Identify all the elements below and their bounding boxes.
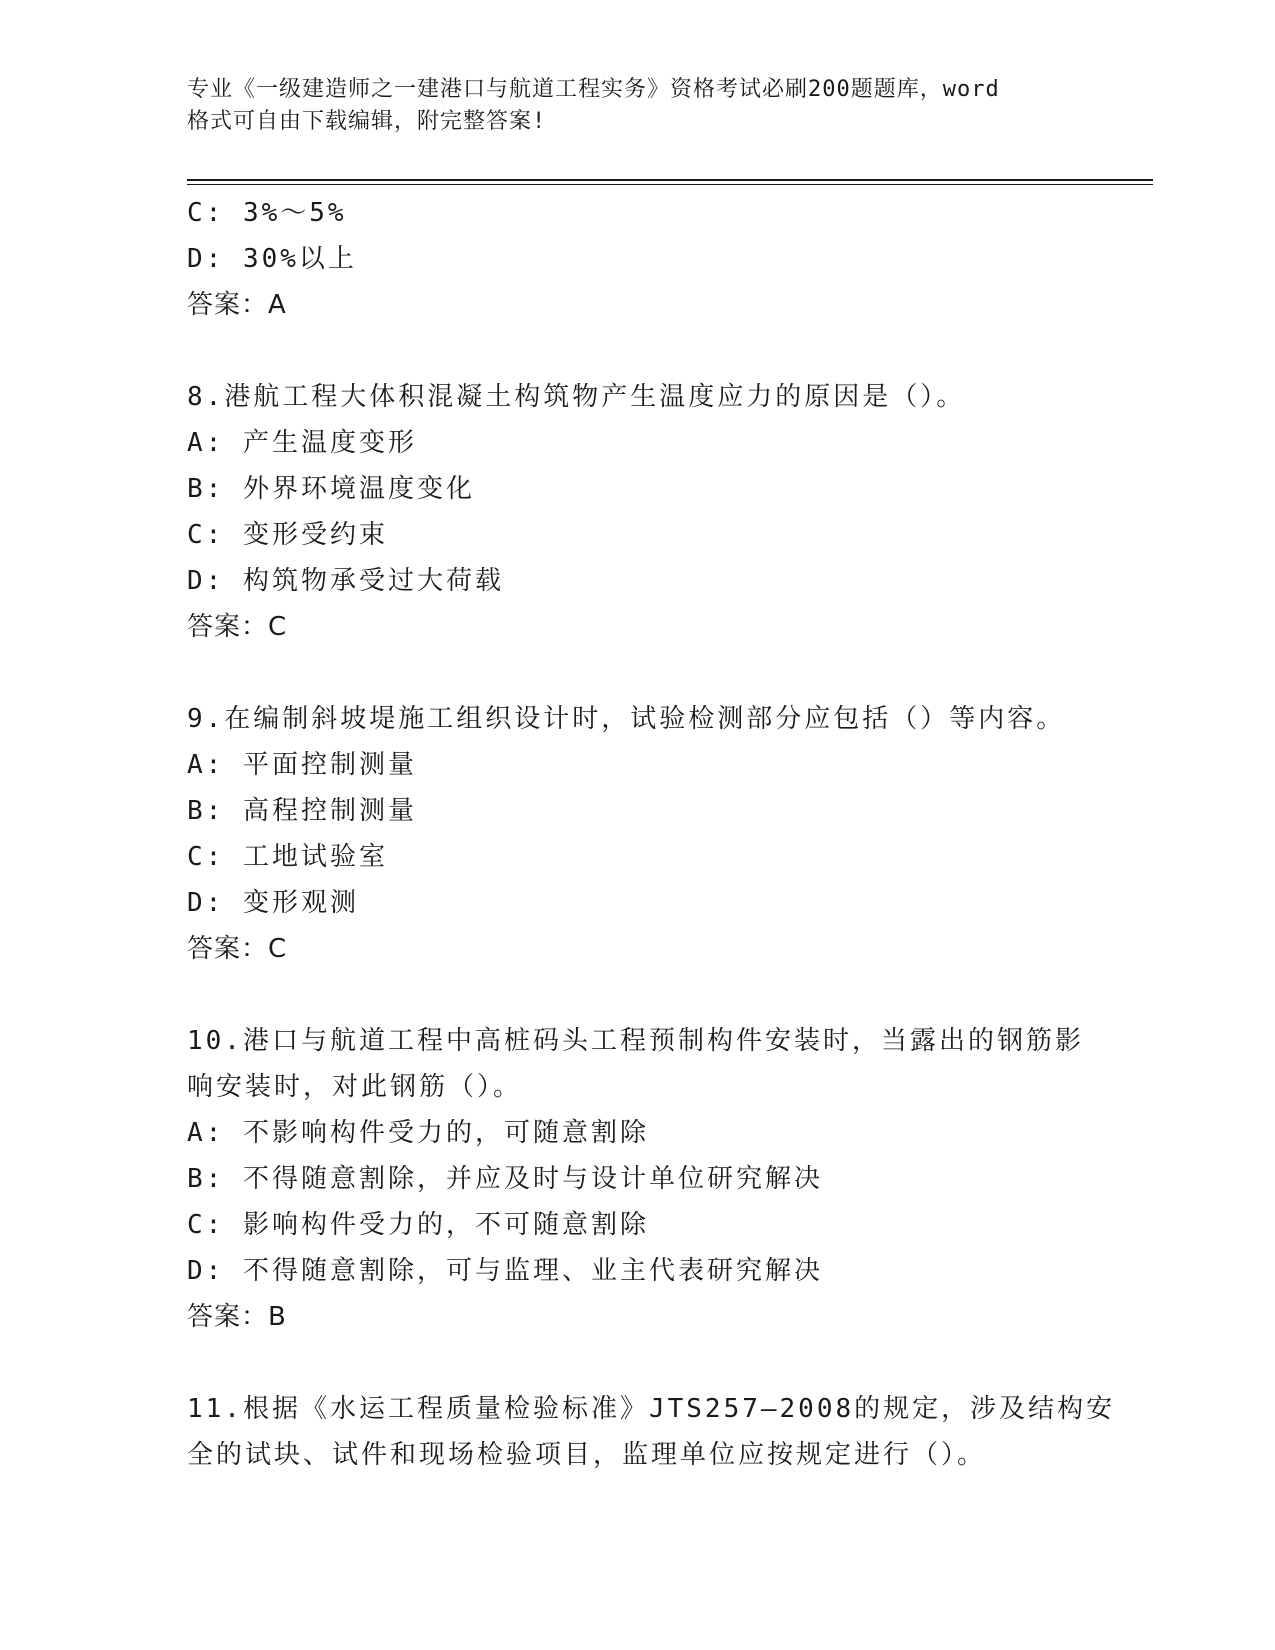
question-stem-line-1: 10.港口与航道工程中高桩码头工程预制构件安装时，当露出的钢筋影 bbox=[187, 1026, 1084, 1056]
question-stem-line-2: 全的试块、试件和现场检验项目，监理单位应按规定进行（）。 bbox=[187, 1440, 987, 1470]
header-line-1: 专业《一级建造师之一建港口与航道工程实务》资格考试必刷200题题库，word bbox=[187, 77, 1000, 102]
answer-text: 答案：B bbox=[187, 1302, 287, 1332]
option-c: C: 3%～5% bbox=[187, 198, 347, 228]
option-a: A: 平面控制测量 bbox=[187, 750, 417, 780]
question-stem-line-1: 11.根据《水运工程质量检验标准》JTS257—2008的规定，涉及结构安 bbox=[187, 1394, 1116, 1424]
answer-text: 答案：A bbox=[187, 290, 287, 320]
option-b: B: 不得随意割除，并应及时与设计单位研究解决 bbox=[187, 1164, 823, 1194]
question-block-11 bbox=[187, 1386, 1116, 1478]
question-block-10 bbox=[187, 1018, 1087, 1340]
option-c: C: 变形受约束 bbox=[187, 520, 388, 550]
question-block-prev bbox=[187, 190, 1087, 328]
question-stem: 8.港航工程大体积混凝土构筑物产生温度应力的原因是（）。 bbox=[187, 382, 966, 412]
option-d: D: 不得随意割除，可与监理、业主代表研究解决 bbox=[187, 1256, 823, 1286]
option-a: A: 产生温度变形 bbox=[187, 428, 417, 458]
question-block-9 bbox=[187, 696, 1087, 972]
question-block-8 bbox=[187, 374, 1087, 650]
answer-text: 答案：C bbox=[187, 934, 288, 964]
option-d: D: 构筑物承受过大荷载 bbox=[187, 566, 504, 596]
option-c: C: 影响构件受力的，不可随意割除 bbox=[187, 1210, 649, 1240]
header-divider-thick bbox=[187, 179, 1153, 181]
option-c: C: 工地试验室 bbox=[187, 842, 388, 872]
option-d: D: 30%以上 bbox=[187, 244, 357, 274]
header-divider-thin bbox=[187, 184, 1153, 185]
header-line-2: 格式可自由下载编辑，附完整答案! bbox=[187, 109, 547, 134]
option-a: A: 不影响构件受力的，可随意割除 bbox=[187, 1118, 649, 1148]
option-d: D: 变形观测 bbox=[187, 888, 359, 918]
question-content bbox=[187, 190, 1116, 1478]
answer-text: 答案：C bbox=[187, 612, 288, 642]
option-b: B: 外界环境温度变化 bbox=[187, 474, 475, 504]
option-b: B: 高程控制测量 bbox=[187, 796, 417, 826]
document-header bbox=[187, 74, 1067, 138]
question-stem-line-2: 响安装时，对此钢筋（）。 bbox=[187, 1072, 523, 1102]
question-stem: 9.在编制斜坡堤施工组织设计时，试验检测部分应包括（）等内容。 bbox=[187, 704, 1066, 734]
